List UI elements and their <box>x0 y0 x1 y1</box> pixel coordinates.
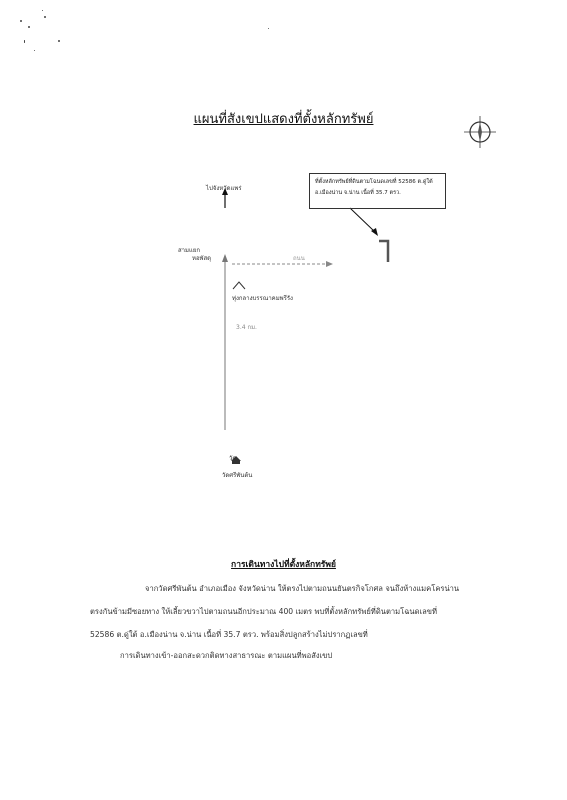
directions-line-2: ตรงกันข้ามมีซอยทาง ให้เลี้ยวขวาไปตามถนนอีกประมาณ 400 เมตร พบที่ตั้งหลักทรัพย์ที่ดินตามโฉนดเลขที่ <box>90 607 437 616</box>
school-marker <box>233 282 245 289</box>
label-distance: 3.4 กม. <box>236 324 257 331</box>
label-road: ถนน <box>293 255 305 262</box>
label-temple: วัด <box>229 455 237 462</box>
page-title: แผนที่สังเขปแสดงที่ตั้งหลักทรัพย์ <box>193 112 374 127</box>
property-marker <box>379 241 388 262</box>
callout-line-2: อ.เมืองน่าน จ.น่าน เนื้อที่ 35.7 ตรว. <box>315 190 401 196</box>
directions-heading: การเดินทางไปที่ตั้งหลักทรัพย์ <box>231 560 336 570</box>
callout-pointer <box>350 208 378 236</box>
property-callout <box>309 173 446 209</box>
label-school: ทุ่งกลางบรรณาคมพรีรัง <box>232 295 293 302</box>
label-intersection: สามแยก <box>178 247 201 254</box>
main-road-arrow <box>222 254 228 430</box>
callout-line-1: ที่ตั้งหลักทรัพย์ที่ดินตามโฉนดเลขที่ 52586 ต.ดู่ใต้ <box>315 179 433 185</box>
label-intersection-2: หอพัสดุ <box>192 255 212 262</box>
directions-line-4: การเดินทางเข้า-ออกสะดวกติดทางสาธารณะ ตามแผนที่พอสังเขป <box>120 651 333 660</box>
dashed-road-arrow <box>232 261 333 267</box>
directions-line-1: จากวัดศรีพันต้น อำเภอเมือง จังหวัดน่าน ให้ตรงไปตามถนนยันตรกิจโกศล จนถึงห้างแมคโครน่าน <box>145 584 460 593</box>
label-to-phrae: ไปจังหวัดแพร่ <box>206 185 242 192</box>
label-temple-name: วัดศรีพันต้น <box>222 472 253 479</box>
directions-line-3: 52586 ต.ดู่ใต้ อ.เมืองน่าน จ.น่าน เนื้อที่ 35.7 ตรว. พร้อมสิ่งปลูกสร้างไม่ปรากฏเลขที่ <box>90 630 368 639</box>
